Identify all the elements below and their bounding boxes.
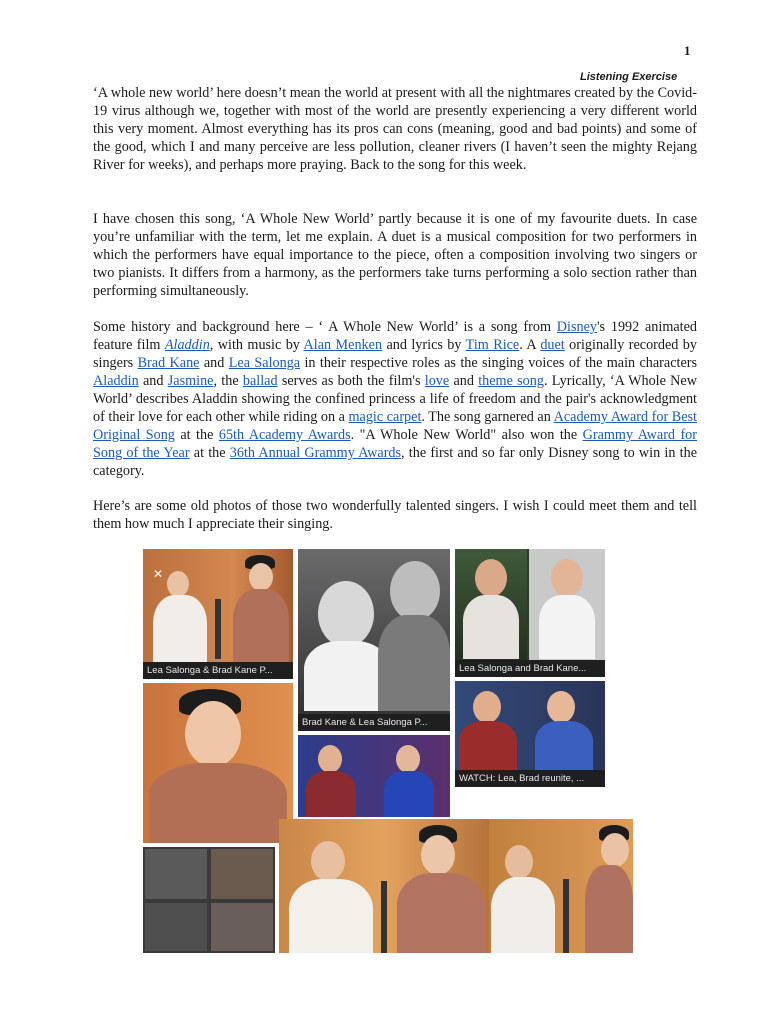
photo-tile[interactable] (298, 735, 450, 817)
video-frame (145, 903, 207, 951)
link-grammy-award[interactable]: Grammy Award for Song of the Year (93, 427, 698, 461)
paragraph-duet: I have chosen this song, ‘A Whole New World’ partly because it is one of my favourite duets. In case you’re unfamiliar with the term, let me explain. A duet is a musical composition for two performers in which the performers have equal importance to the piece, often a composition involving two singers or two pianists. It differs from a harmony, as the performers take turns performing a solo section rather than performing simultaneously. (93, 211, 697, 299)
link-ballad[interactable]: ballad (242, 373, 278, 389)
person-body (535, 721, 593, 771)
mic-icon (215, 599, 221, 659)
close-icon[interactable]: ✕ (153, 567, 164, 581)
mic-icon (381, 881, 387, 953)
text-run: Some history and background here – ‘ A Whole New World’ is a song from (93, 319, 557, 335)
text-run: and (199, 355, 229, 371)
person-head (249, 563, 273, 591)
person-head (421, 835, 455, 875)
person-body (585, 865, 633, 953)
link-aladdin-film[interactable]: Aladdin (164, 337, 210, 353)
text-run: originally recorded by singers (93, 337, 697, 371)
person-body (153, 595, 207, 665)
mic-icon (563, 879, 569, 953)
link-brad-kane[interactable]: Brad Kane (137, 355, 200, 371)
video-frame (145, 849, 207, 899)
link-disney[interactable]: Disney (556, 319, 597, 335)
person-head (547, 691, 575, 723)
page-number: 1 (684, 43, 691, 58)
person-body (149, 763, 287, 843)
text-run: . A (519, 337, 541, 353)
person-head (601, 833, 629, 867)
text-run: . Lyrically, ‘A Whole New World’ describes Aladdin showing the confined princess a life of freedom and the pair's acknowledgment of their love for each other while riding on a (93, 373, 697, 425)
photo-caption: WATCH: Lea, Brad reunite, ... (455, 770, 605, 787)
link-jasmine[interactable]: Jasmine (167, 373, 214, 389)
text-run: at the (189, 445, 230, 461)
person-head (167, 571, 189, 597)
person-head (311, 841, 345, 881)
link-65th-academy-awards[interactable]: 65th Academy Awards (218, 427, 351, 443)
person-head (318, 745, 342, 773)
video-frame (211, 849, 273, 899)
header-label: Listening Exercise (580, 71, 678, 83)
link-alan-menken[interactable]: Alan Menken (303, 337, 383, 353)
person-body (233, 589, 289, 665)
link-aladdin-character[interactable]: Aladdin (93, 373, 139, 389)
video-frame (211, 903, 273, 951)
person-body (539, 595, 595, 659)
photo-tile[interactable] (279, 819, 489, 953)
photo-caption: Lea Salonga & Brad Kane P... (143, 662, 293, 679)
text-run: at the (174, 427, 219, 443)
link-36th-grammy-awards[interactable]: 36th Annual Grammy Awards (229, 445, 402, 461)
person-body (384, 771, 434, 817)
person-head (318, 581, 374, 647)
text-run: 's 1992 animated feature film (93, 319, 698, 353)
paragraph-intro: ‘A whole new world’ here doesn’t mean the world at present with all the nightmares created by the Covid-19 virus although we, together with most of the world are presently experiencing a very different world this very moment. Almost everything has its pros can cons (meaning, good and bad points) and some of the good, which I and many perceive are less pollution, cleaner rivers (I haven’t seen the mighty Rejang River for weeks), and perhaps more praying. Back to the song for this week. (93, 85, 697, 173)
person-head (185, 701, 241, 767)
photo-tile[interactable] (455, 681, 605, 787)
photo-tile[interactable] (143, 683, 293, 843)
photo-tile[interactable] (489, 819, 633, 953)
photo-tile[interactable] (143, 549, 293, 679)
photo-tile[interactable] (455, 549, 605, 677)
text-run: , with music by (209, 337, 304, 353)
photo-caption: Lea Salonga and Brad Kane... (455, 660, 605, 677)
text-run: and (138, 373, 168, 389)
person-head (396, 745, 420, 773)
person-body (459, 721, 517, 771)
text-run: and (449, 373, 479, 389)
person-body (397, 873, 485, 953)
link-magic-carpet[interactable]: magic carpet (348, 409, 422, 425)
text-run: , the (213, 373, 243, 389)
link-theme-song[interactable]: theme song (478, 373, 544, 389)
link-tim-rice[interactable]: Tim Rice (465, 337, 520, 353)
photo-tile[interactable] (298, 549, 450, 731)
person-head (505, 845, 533, 879)
paragraph-photos-intro: Here’s are some old photos of those two wonderfully talented singers. I wish I could meet them and tell them how much I appreciate their singing. (93, 498, 697, 532)
person-body (491, 877, 555, 953)
person-body (289, 879, 373, 953)
person-head (390, 561, 440, 621)
photo-caption: Brad Kane & Lea Salonga P... (298, 714, 450, 731)
text-run: . The song garnered an (421, 409, 554, 425)
text-run: , the first and so far only Disney song to win in the category. (93, 445, 697, 479)
link-lea-salonga[interactable]: Lea Salonga (228, 355, 301, 371)
photo-collage (143, 549, 633, 953)
text-run: . "A Whole New World" also won the (350, 427, 583, 443)
link-love[interactable]: love (424, 373, 450, 389)
link-academy-award[interactable]: Academy Award for Best Original Song (93, 409, 697, 443)
person-head (551, 559, 583, 597)
person-body (378, 615, 450, 711)
person-body (306, 771, 356, 817)
person-head (473, 691, 501, 723)
text-run: serves as both the film's (277, 373, 425, 389)
link-duet[interactable]: duet (540, 337, 565, 353)
person-body (463, 595, 519, 659)
text-run: and lyrics by (382, 337, 466, 353)
paragraph-history (93, 318, 697, 480)
photo-tile[interactable] (143, 847, 275, 953)
person-head (475, 559, 507, 597)
text-run: in their respective roles as the singing voices of the main characters (300, 355, 697, 371)
